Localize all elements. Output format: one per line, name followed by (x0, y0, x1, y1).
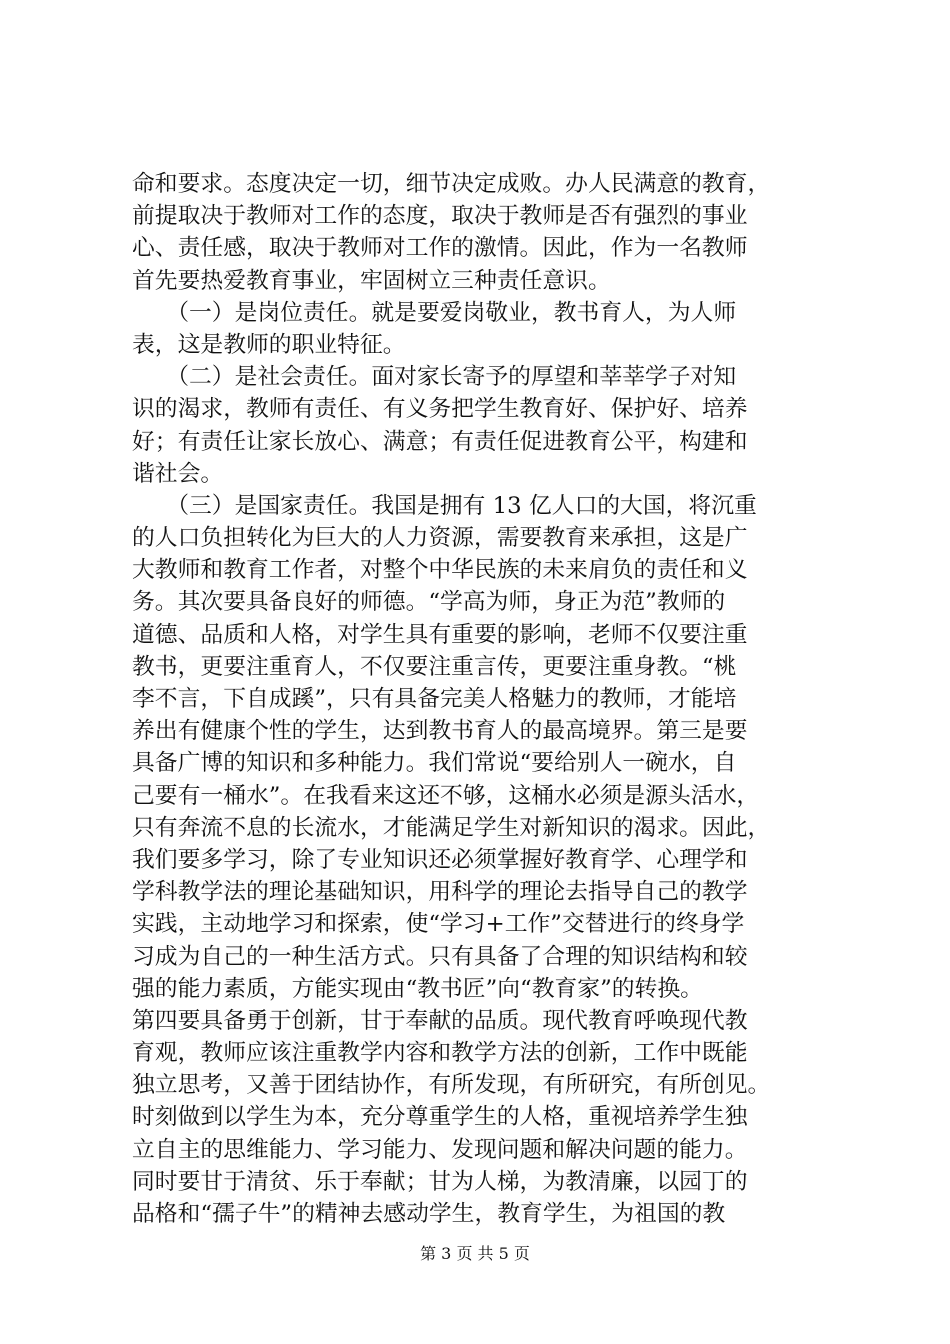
text-line: 教书，更要注重育人，不仅要注重言传，更要注重身教。“桃 (132, 653, 737, 680)
text-line: 品格和“孺子牛”的精神去感动学生，教育学生，为祖国的教 (132, 1201, 726, 1227)
text-line: 首先要热爱教育事业，牢固树立三种责任意识。 (132, 267, 611, 294)
text-line: 己要有一桶水”。在我看来这还不够，这桶水必须是源头活水， (132, 782, 760, 809)
text-line: 的人口负担转化为巨大的人力资源，需要教育来承担，这是广 (132, 525, 748, 552)
text-line: 务。其次要具备良好的师德。“学高为师，身正为范”教师的 (132, 589, 726, 616)
text-line: 育观，教师应该注重教学内容和教学方法的创新，工作中既能 (132, 1040, 748, 1067)
text-line: 大教师和教育工作者，对整个中华民族的未来肩负的责任和义 (132, 557, 748, 584)
text-line: 学科教学法的理论基础知识，用科学的理论去指导自己的教学 (132, 879, 748, 906)
text-line: 心、责任感，取决于教师对工作的激情。因此，作为一名教师 (132, 235, 748, 262)
text-line: 第四要具备勇于创新，甘于奉献的品质。现代教育呼唤现代教 (132, 1007, 748, 1034)
text-line: （二）是社会责任。面对家长寄予的厚望和莘莘学子对知 (132, 364, 737, 391)
text-line: 李不言，下自成蹊”，只有具备完美人格魅力的教师，才能培 (132, 686, 737, 712)
text-line: 同时要甘于清贫、乐于奉献；甘为人梯，为教清廉，以园丁的 (132, 1168, 748, 1195)
text-line: 谐社会。 (132, 460, 224, 487)
text-line: 好；有责任让家长放心、满意；有责任促进教育公平，构建和 (132, 428, 748, 455)
text-line: 具备广博的知识和多种能力。我们常说“要给别人一碗水，自 (132, 750, 737, 777)
text-line: 表，这是教师的职业特征。 (132, 331, 406, 358)
text-line: 养出有健康个性的学生，达到教书育人的最高境界。第三是要 (132, 718, 748, 745)
body-text (132, 168, 852, 1230)
text-line: 强的能力素质，方能实现由“教书匠”向“教育家”的转换。 (132, 975, 703, 1002)
text-line: 立自主的思维能力、学习能力、发现问题和解决问题的能力。 (132, 1136, 748, 1163)
text-line: 独立思考，又善于团结协作，有所发现，有所研究，有所创见。 (132, 1072, 771, 1099)
page-number-footer: 第 3 页 共 5 页 (420, 1244, 530, 1263)
text-line: （一）是岗位责任。就是要爱岗敬业，教书育人，为人师 (132, 299, 737, 326)
text-line: （三）是国家责任。我国是拥有 13 亿人口的大国，将沉重 (132, 492, 757, 519)
text-line: 前提取决于教师对工作的态度，取决于教师是否有强烈的事业 (132, 203, 748, 230)
text-line: 实践，主动地学习和探索，使“学习+工作”交替进行的终身学 (132, 911, 745, 938)
text-line: 时刻做到以学生为本，充分尊重学生的人格，重视培养学生独 (132, 1104, 748, 1131)
text-line: 我们要多学习，除了专业知识还必须掌握好教育学、心理学和 (132, 846, 748, 873)
text-line: 道德、品质和人格，对学生具有重要的影响，老师不仅要注重 (132, 621, 748, 648)
text-line: 识的渴求，教师有责任、有义务把学生教育好、保护好、培养 (132, 396, 748, 423)
text-line: 命和要求。态度决定一切，细节决定成败。办人民满意的教育， (132, 171, 771, 197)
text-line: 习成为自己的一种生活方式。只有具备了合理的知识结构和较 (132, 943, 748, 970)
text-line: 只有奔流不息的长流水，才能满足学生对新知识的渴求。因此， (132, 814, 771, 841)
